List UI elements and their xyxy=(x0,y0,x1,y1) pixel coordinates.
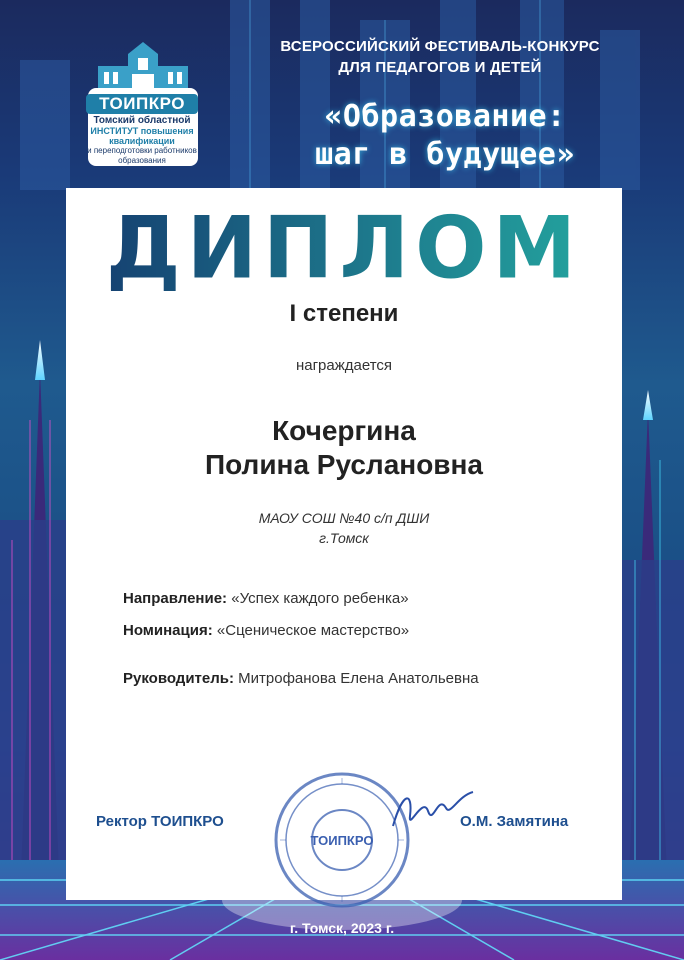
recipient-given-names: Полина Руслановна xyxy=(205,449,483,480)
rector-title: Ректор ТОИПКРО xyxy=(96,813,224,830)
festival-name xyxy=(245,98,645,174)
festival-header xyxy=(220,36,660,78)
school-city: г.Томск xyxy=(319,530,369,546)
logo-line1: Томский областной xyxy=(93,115,191,126)
header-line1: ВСЕРОССИЙСКИЙ ФЕСТИВАЛЬ-КОНКУРС xyxy=(280,38,600,55)
footer-place-year: г. Томск, 2023 г. xyxy=(289,920,395,936)
nomination-value: «Сценическое мастерство» xyxy=(216,622,410,639)
awarded-label: награждается xyxy=(295,357,393,374)
diploma-degree: I степени xyxy=(289,300,399,327)
recipient-surname: Кочергина xyxy=(272,415,416,446)
recipient-name xyxy=(66,414,622,482)
festival-line2: шаг в будущее» xyxy=(315,137,575,172)
direction-field xyxy=(123,590,409,607)
stamp-center-text: ТОИПКРО xyxy=(310,833,374,848)
direction-value: «Успех каждого ребенка» xyxy=(231,590,409,607)
school-info xyxy=(66,508,622,548)
direction-label: Направление: xyxy=(123,590,228,607)
logo-line2: ИНСТИТУТ повышения квалификации xyxy=(90,126,194,146)
nomination-field xyxy=(123,622,409,639)
rector-name: О.М. Замятина xyxy=(460,813,569,830)
festival-line1: «Образование: xyxy=(324,99,566,134)
header-line2: ДЛЯ ПЕДАГОГОВ И ДЕТЕЙ xyxy=(338,59,542,76)
school-name: МАОУ СОШ №40 с/п ДШИ xyxy=(258,510,430,526)
supervisor-field xyxy=(123,670,479,687)
nomination-label: Номинация: xyxy=(123,622,213,639)
logo-name: ТОИПКРО xyxy=(86,94,198,114)
supervisor-label: Руководитель: xyxy=(123,670,234,687)
supervisor-value: Митрофанова Елена Анатольевна xyxy=(238,670,479,687)
logo-line3: и переподготовки работников образования xyxy=(87,146,197,165)
diploma-title: ДИПЛОМ xyxy=(66,199,622,297)
logo-text-block xyxy=(86,94,198,166)
